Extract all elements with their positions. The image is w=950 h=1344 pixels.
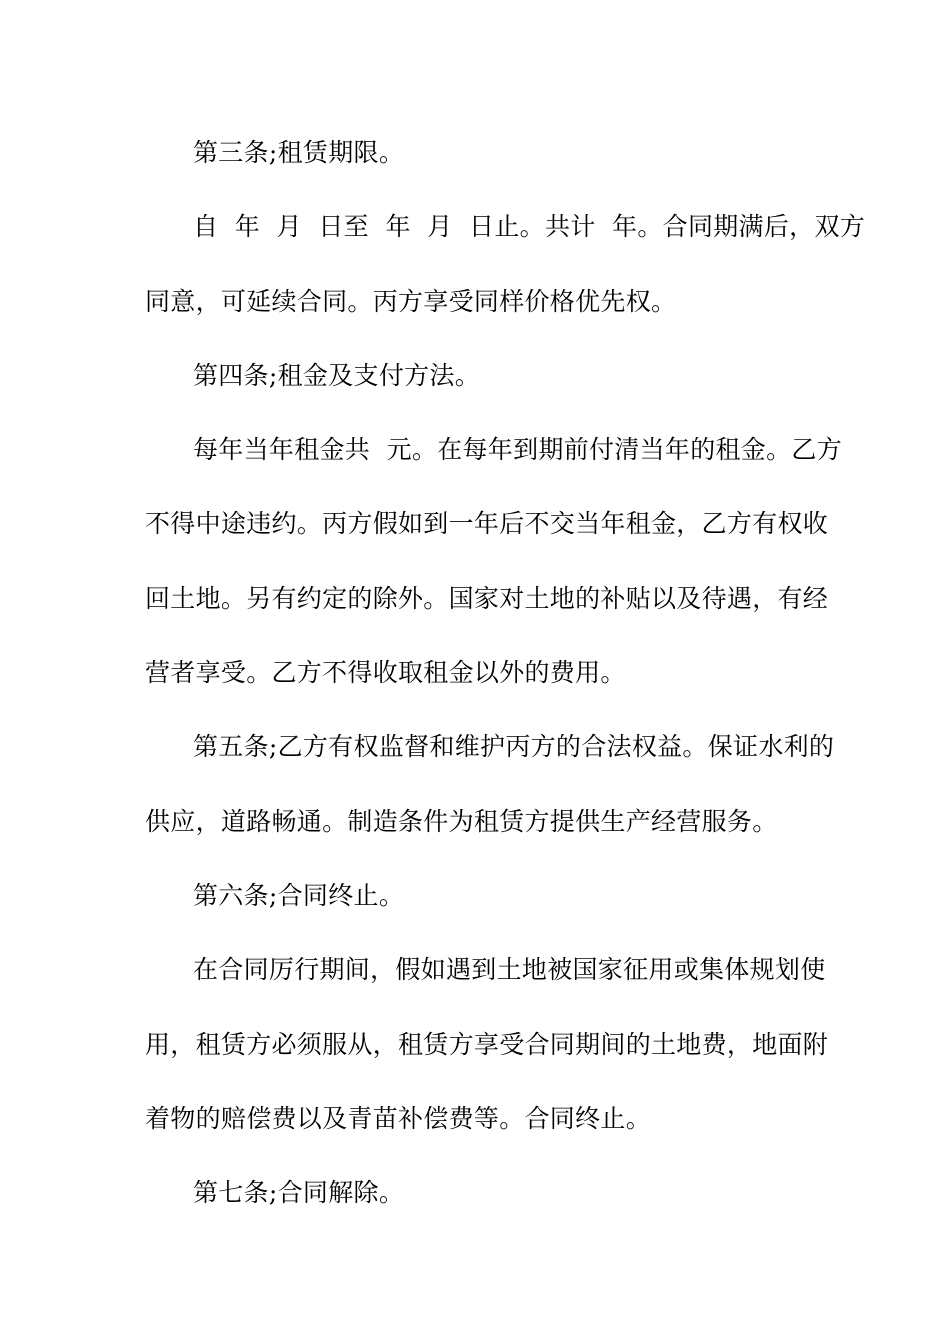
paragraph-line: 着物的赔偿费以及青苗补偿费等。合同终止。 — [145, 1104, 652, 1133]
article-5-line: 第五条;乙方有权监督和维护丙方的合法权益。保证水利的 — [193, 732, 835, 761]
paragraph-line: 回土地。另有约定的除外。国家对土地的补贴以及待遇，有经 — [145, 584, 829, 613]
paragraph-line: 不得中途违约。丙方假如到一年后不交当年租金，乙方有权收 — [145, 509, 829, 538]
article-7-heading: 第七条;合同解除。 — [193, 1178, 405, 1207]
paragraph-line: 自 年 月 日至 年 月 日止。共计 年。合同期满后，双方 — [193, 212, 866, 241]
paragraph-line: 用，租赁方必须服从，租赁方享受合同期间的土地费，地面附 — [145, 1030, 829, 1059]
paragraph-line: 营者享受。乙方不得收取租金以外的费用。 — [145, 658, 626, 687]
paragraph-line: 每年当年租金共 元。在每年到期前付清当年的租金。乙方 — [193, 435, 842, 464]
article-3-heading: 第三条;租赁期限。 — [193, 138, 405, 167]
paragraph-line: 同意，可延续合同。丙方享受同样价格优先权。 — [145, 287, 677, 316]
article-4-heading: 第四条;租金及支付方法。 — [193, 361, 481, 390]
paragraph-line: 在合同厉行期间，假如遇到土地被国家征用或集体规划使 — [193, 955, 826, 984]
paragraph-line: 供应，道路畅通。制造条件为租赁方提供生产经营服务。 — [145, 807, 778, 836]
article-6-heading: 第六条;合同终止。 — [193, 881, 405, 910]
